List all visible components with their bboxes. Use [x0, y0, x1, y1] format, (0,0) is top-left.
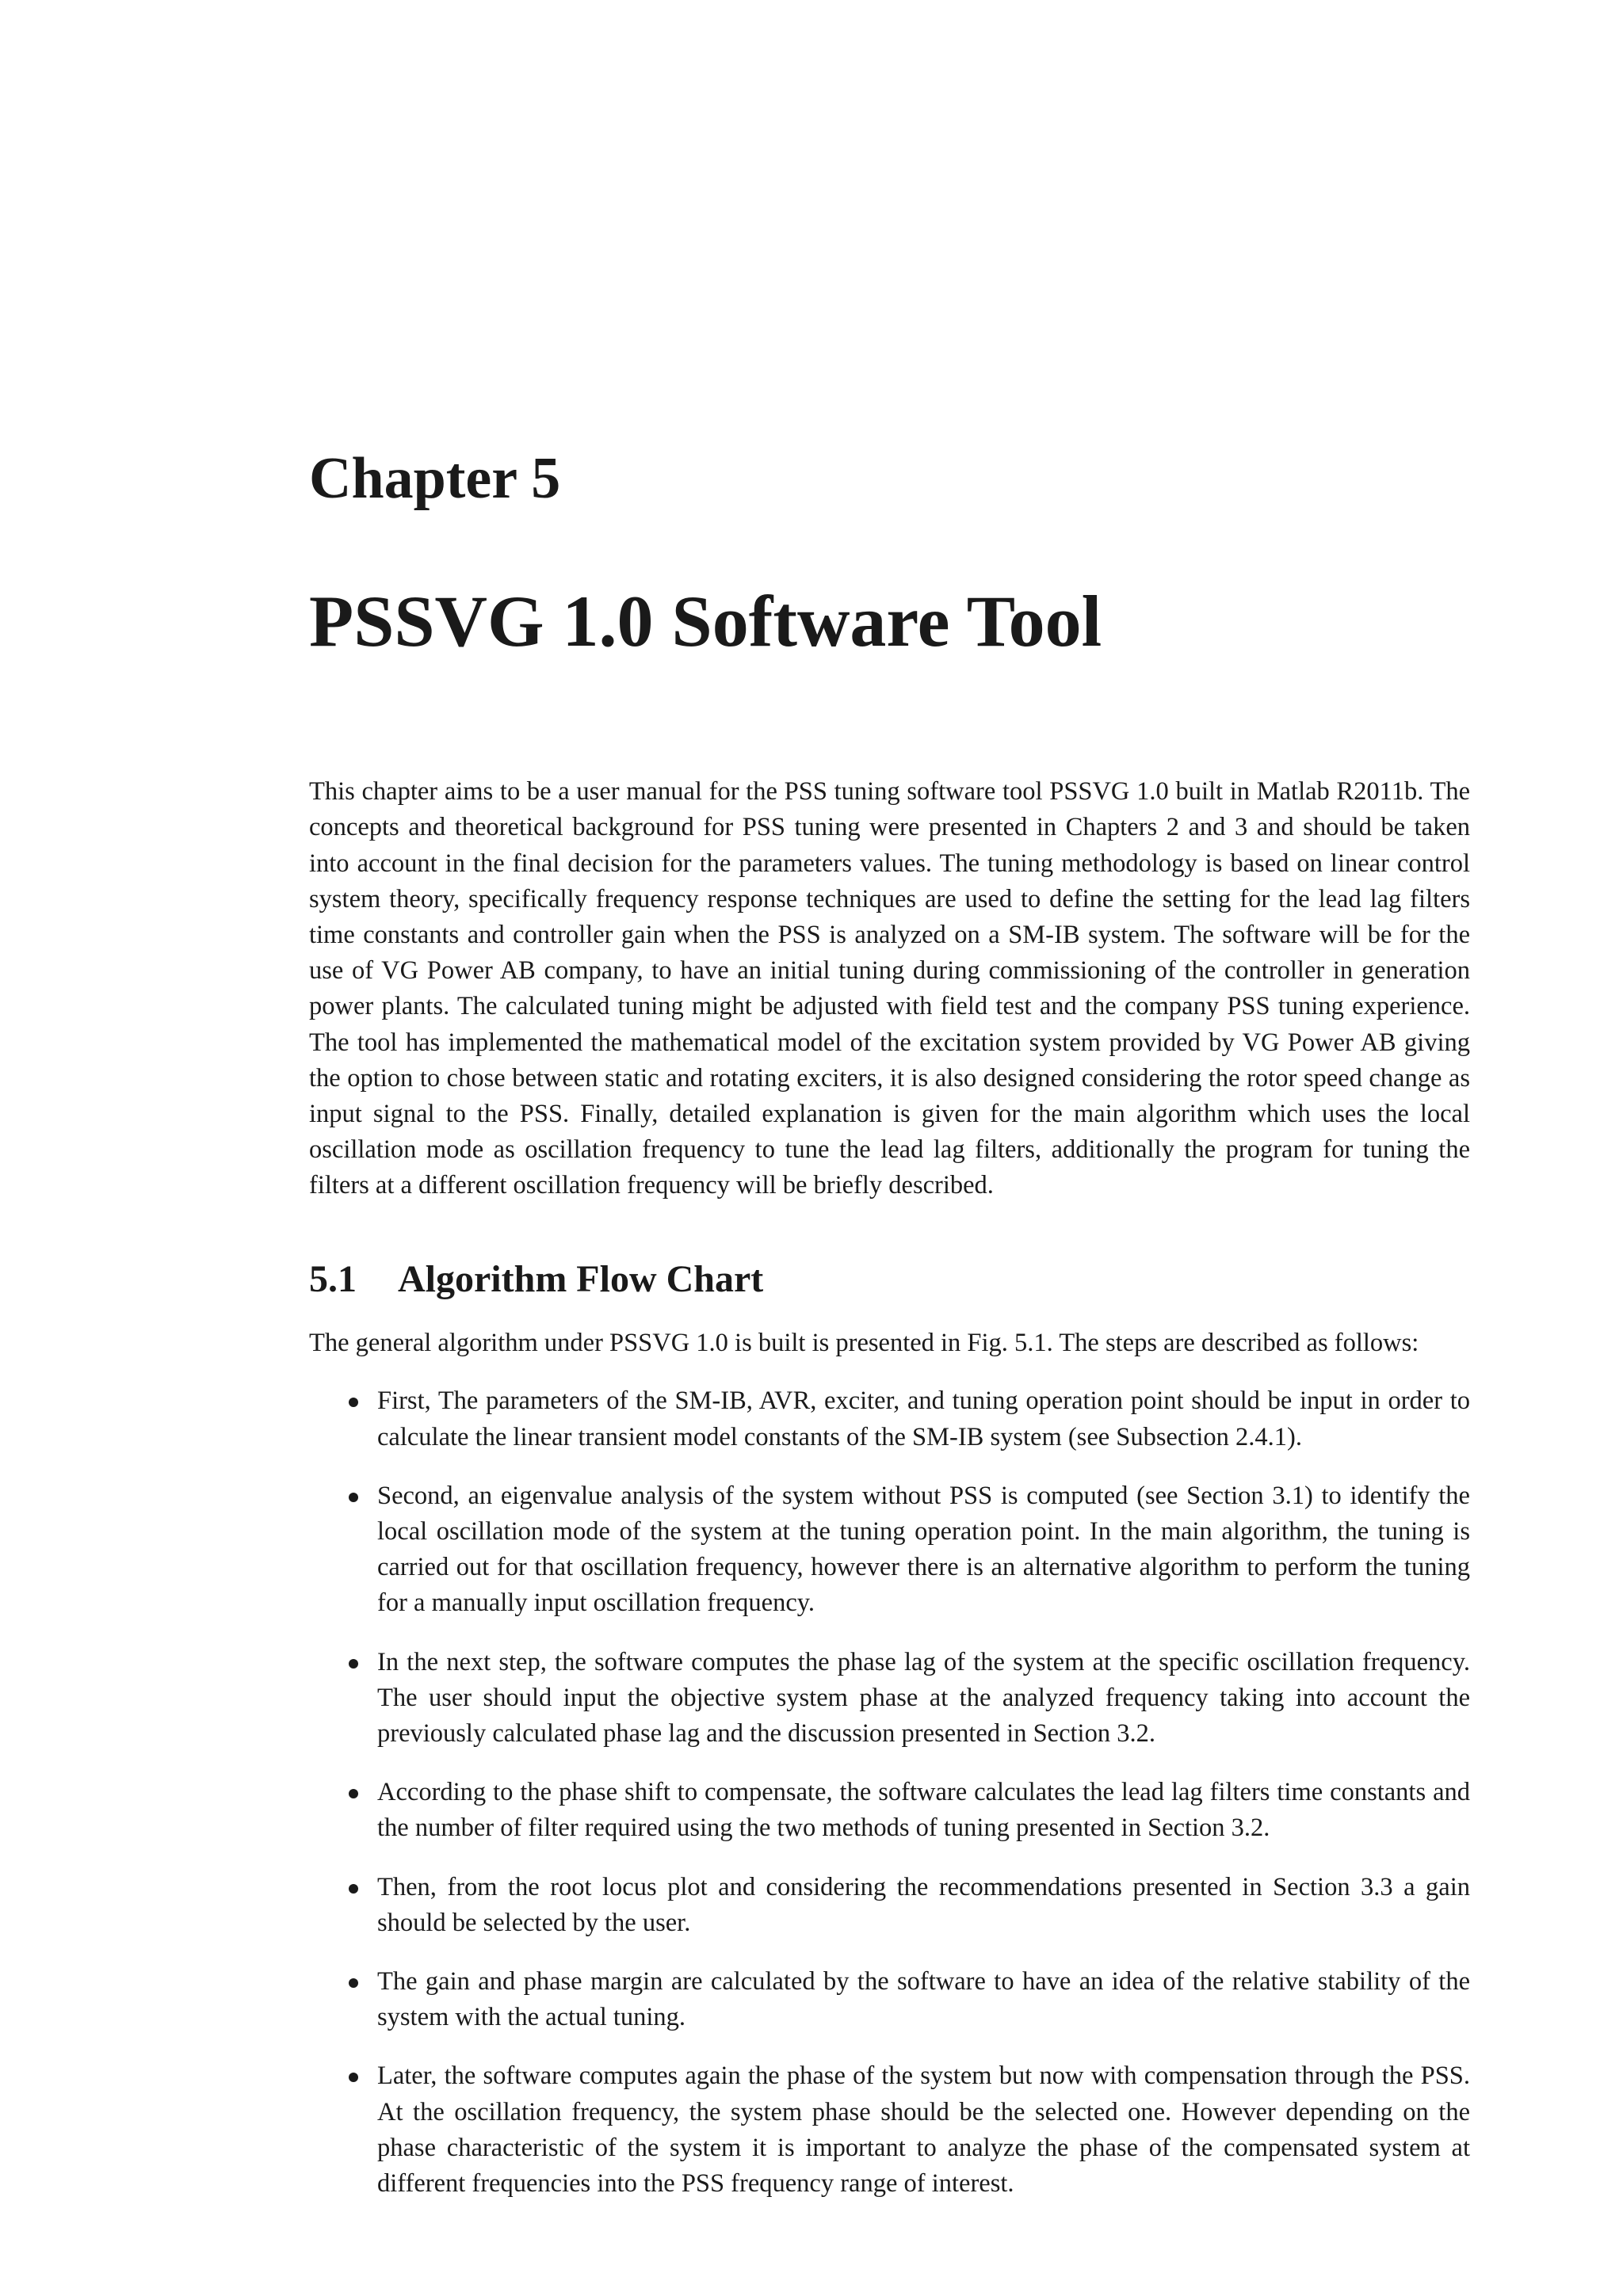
list-item — [309, 1964, 1470, 2035]
chapter-label: Chapter 5 — [309, 446, 561, 511]
algorithm-steps-list — [309, 1383, 1470, 2202]
list-item — [309, 1645, 1470, 1753]
intro-paragraph: This chapter aims to be a user manual for the PSS tuning software tool PSSVG 1.0 built in Matlab R2011b. The concepts and theoretical background for PSS tuning were presented in Chapters 2 and 3 and should be taken into account in the final decision for the parameters values. The tuning methodology is based on linear control system theory, specifically frequency response techniques are used to define the setting for the lead lag filters time constants and controller gain when the PSS is analyzed on a SM-IB system. The software will be for the use of VG Power AB company, to have an initial tuning during commissioning of the controller in generation power plants. The calculated tuning might be adjusted with field test and the company PSS tuning experience. The tool has implemented the mathematical model of the excitation system provided by VG Power AB giving the option to chose between static and rotating exciters, it is also designed considering the rotor speed change as input signal to the PSS. Finally, detailed explanation is given for the main algorithm which uses the local oscillation mode as oscillation frequency to tune the lead lag filters, additionally the program for tuning the filters at a different oscillation frequency will be briefly described. — [309, 777, 1470, 1200]
chapter-title: PSSVG 1.0 Software Tool — [309, 580, 1102, 662]
page-content — [309, 444, 1470, 2225]
bullet-icon — [349, 1978, 358, 1988]
bullet-icon — [349, 1884, 358, 1894]
bullet-icon — [349, 1398, 358, 1407]
section-title: Algorithm Flow Chart — [398, 1257, 764, 1300]
list-item — [309, 1383, 1470, 1455]
list-item-text: Later, the software computes again the phase of the system but now with compensation through the PSS. At the oscillation frequency, the system phase should be the selected one. However depending on the phase characteristic of the system it is important to analyze the phase of the compensated system at different frequencies into the PSS frequency range of interest. — [377, 2061, 1470, 2199]
list-item-text: Then, from the root locus plot and considering the recommendations presented in Section 3.3 a gain should be selected by the user. — [377, 1872, 1470, 1937]
section-heading — [309, 1257, 1470, 1302]
list-item — [309, 2058, 1470, 2202]
list-item — [309, 1478, 1470, 1622]
section-number: 5.1 — [309, 1257, 357, 1300]
list-item-text: The gain and phase margin are calculated by the software to have an idea of the relative stability of the system with the actual tuning. — [377, 1967, 1470, 2032]
list-item — [309, 1870, 1470, 1941]
list-item — [309, 1775, 1470, 1846]
section-lead-paragraph: The general algorithm under PSSVG 1.0 is built is presented in Fig. 5.1. The steps are described as follows: — [309, 1329, 1419, 1358]
bullet-icon — [349, 1659, 358, 1669]
bullet-icon — [349, 2073, 358, 2082]
list-item-text: In the next step, the software computes the phase lag of the system at the specific oscillation frequency. The user should input the objective system phase at the analyzed frequency taking into account the previously calculated phase lag and the discussion presented in Section 3.2. — [377, 1647, 1470, 1749]
list-item-text: According to the phase shift to compensate, the software calculates the lead lag filters time constants and the number of filter required using the two methods of tuning presented in Section 3.2. — [377, 1778, 1470, 1843]
list-item-text: Second, an eigenvalue analysis of the system without PSS is computed (see Section 3.1) to identify the local oscillation mode of the system at the tuning operation point. In the main algorithm, the tuning is carried out for that oscillation frequency, however there is an alternative algorithm to perform the tuning for a manually input oscillation frequency. — [377, 1481, 1470, 1618]
bullet-icon — [349, 1493, 358, 1502]
bullet-icon — [349, 1789, 358, 1798]
list-item-text: First, The parameters of the SM-IB, AVR, exciter, and tuning operation point should be input in order to calculate the linear transient model constants of the SM-IB system (see Subsection 2.4.1). — [377, 1386, 1470, 1451]
